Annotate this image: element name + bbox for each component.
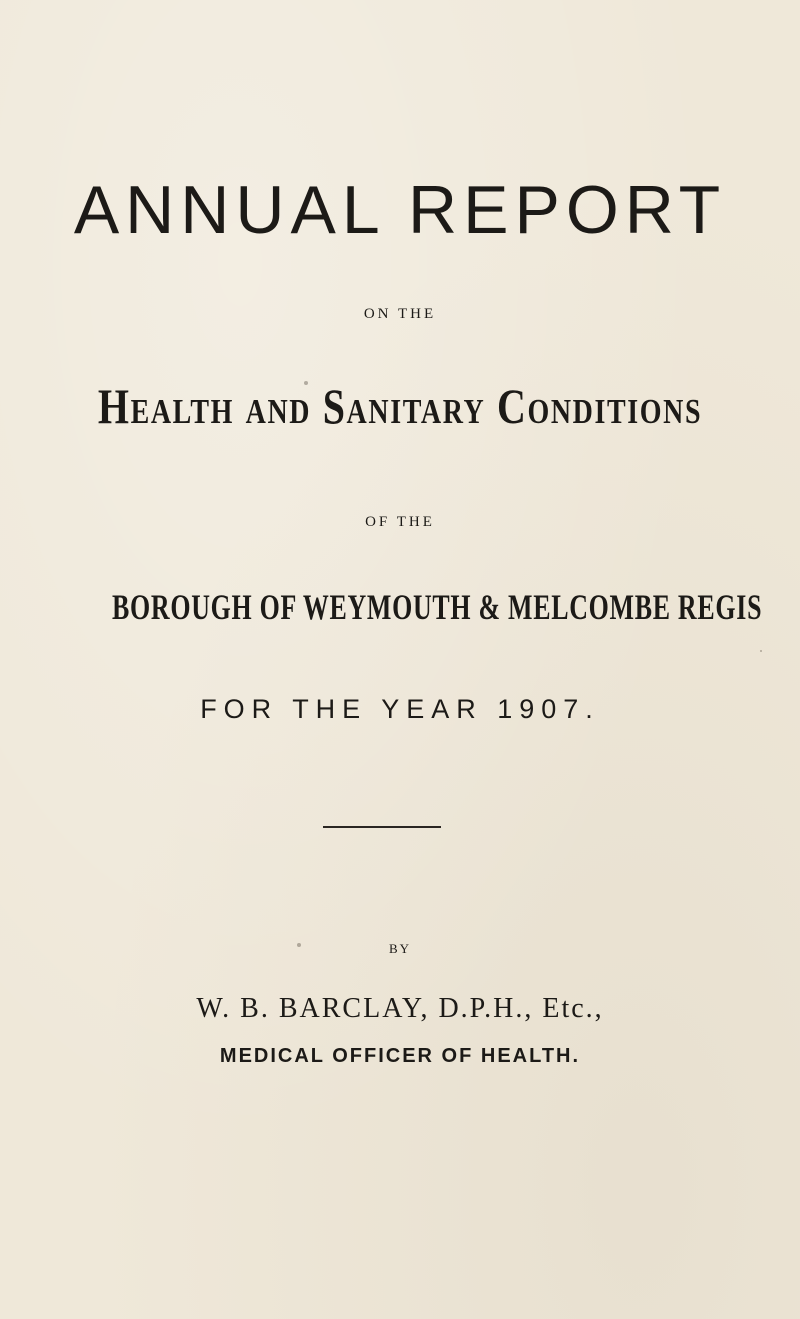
paper-speck xyxy=(304,381,308,385)
report-year: FOR THE YEAR 1907. xyxy=(200,694,600,724)
horizontal-divider xyxy=(323,826,441,828)
author-name: W. B. BARCLAY, D.P.H., Etc., xyxy=(196,993,604,1024)
paper-speck xyxy=(297,943,301,947)
of-the-label: OF THE xyxy=(365,514,435,530)
borough-name: BOROUGH OF WEYMOUTH & MELCOMBE REGIS xyxy=(112,587,763,627)
by-label: BY xyxy=(388,941,412,956)
paper-speck xyxy=(760,650,762,652)
on-the-label: ON THE xyxy=(363,306,437,322)
author-position: MEDICAL OFFICER OF HEALTH. xyxy=(219,1045,581,1067)
report-title: ANNUAL REPORT xyxy=(73,172,727,248)
report-subject: Health and Sanitary Conditions xyxy=(97,378,703,434)
